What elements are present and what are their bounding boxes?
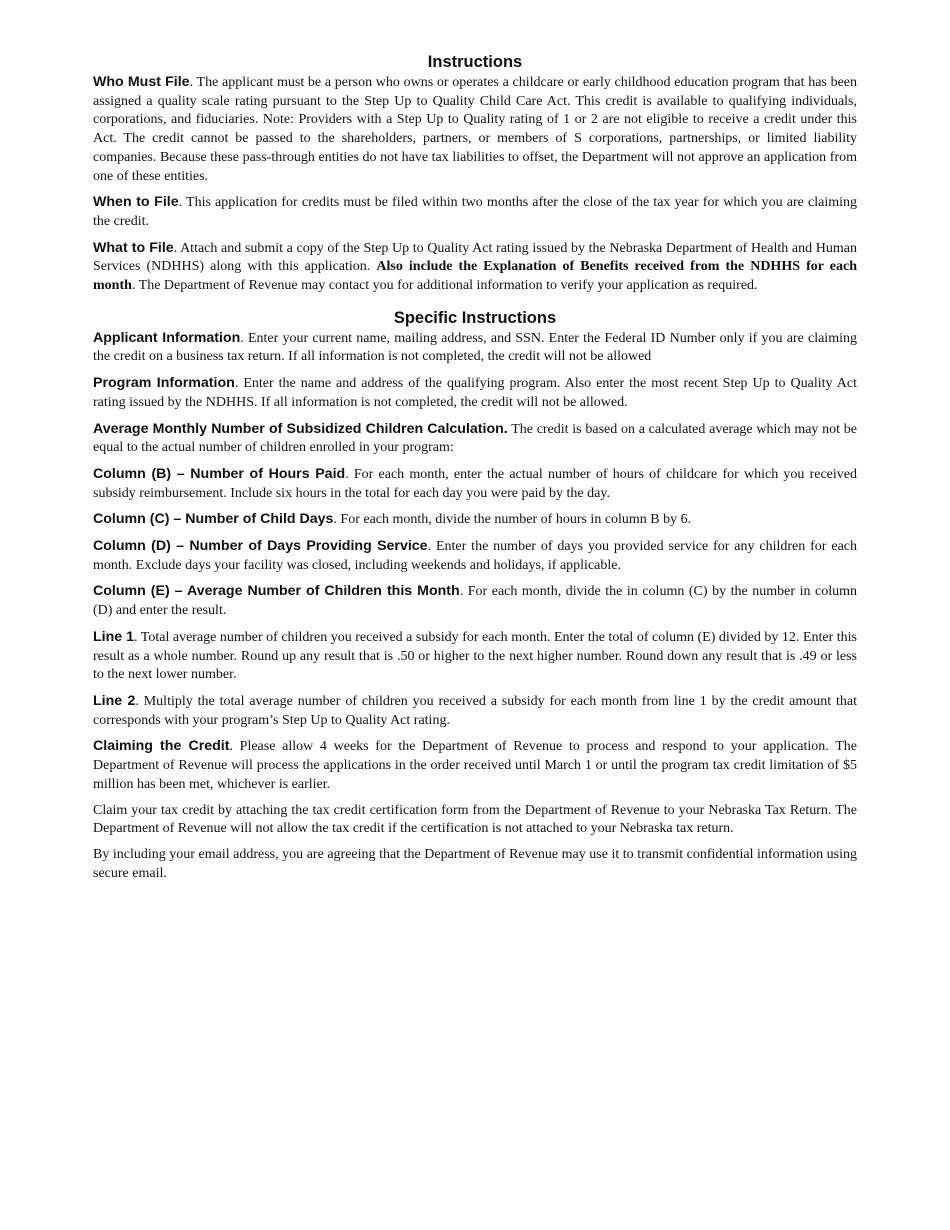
column-b-text: . For each month, enter the actual number of hours of childcare for which you received subsidy reimbursement. Include six hours in the total for each day you were paid by the day. bbox=[93, 466, 857, 501]
column-b-heading: Column (B) – Number of Hours Paid bbox=[93, 465, 346, 482]
claim-tax-credit-paragraph: Claim your tax credit by attaching the tax credit certification form from the Department of Revenue to your Nebraska Tax Return. The Department of Revenue will not allow the tax credit if the certification is not attached to your Nebraska tax return. bbox=[93, 802, 857, 837]
applicant-information-paragraph bbox=[93, 329, 857, 367]
instructions-page bbox=[93, 52, 857, 890]
what-to-file-heading: What to File bbox=[93, 239, 174, 256]
column-c-heading: Column (C) – Number of Child Days bbox=[93, 511, 334, 528]
column-e-heading: Column (E) – Average Number of Children this Month bbox=[93, 583, 460, 600]
applicant-information-text: . Enter your current name, mailing address, and SSN. Enter the Federal ID Number only if you are claiming the credit on a business tax return. If all information is not completed, the credit will not be allowed bbox=[93, 330, 857, 365]
average-calculation-heading: Average Monthly Number of Subsidized Children Calculation. bbox=[93, 420, 508, 437]
line-1-paragraph bbox=[93, 628, 857, 685]
when-to-file-text: . This application for credits must be filed within two months after the close of the tax year for which you are claiming the credit. bbox=[93, 195, 857, 229]
column-b-paragraph bbox=[93, 465, 857, 503]
when-to-file-paragraph bbox=[93, 193, 857, 231]
column-c-text: . For each month, divide the number of hours in column B by 6. bbox=[333, 512, 692, 528]
who-must-file-heading: Who Must File bbox=[93, 74, 190, 90]
column-d-text: . Enter the number of days you provided service for any children for each month. Exclude days your facility was closed, including weekends and holidays, if applicable. bbox=[93, 539, 857, 573]
program-information-paragraph bbox=[93, 374, 857, 412]
who-must-file-paragraph bbox=[93, 73, 857, 186]
what-to-file-text-after: . The Department of Revenue may contact you for additional information to verify your application as required. bbox=[131, 278, 758, 294]
what-to-file-text: . Attach and submit a copy of the Step Up to Quality Act rating issued by the Nebraska Department of Health and Human Services (NDHHS) along with this application. bbox=[93, 240, 857, 275]
line-2-text: . Multiply the total average number of children you received a subsidy for each month from line 1 by the credit amount that corresponds with your program’s Step Up to Quality Act rating. bbox=[93, 693, 857, 728]
line-1-text: . Total average number of children you received a subsidy for each month. Enter the total of column (E) divided by 12. Enter this result as a whole number. Round up any result that is .50 or higher to the next higher number. Round down any result that is .49 or less to the next lower number. bbox=[93, 629, 857, 683]
claiming-credit-paragraph bbox=[93, 737, 857, 794]
who-must-file-text: . The applicant must be a person who owns or operates a childcare or early childhood education program that has been assigned a quality scale rating pursuant to the Step Up to Quality Child Care Act. This credit is available to qualifying individuals, corporations, and fiduciaries. Note: Providers with a Step Up to Quality rating of 1 or 2 are not eligible to receive a credit under this Act. The credit cannot be passed to the shareholders, partners, or members of S corporations, partnerships, or limited liability companies. Because these pass-through entities do not have tax liabilities to offset, the Department will not approve an application from one of these entities. bbox=[93, 75, 857, 184]
what-to-file-bold-text: Also include the Explanation of Benefits received from the NDHHS for each month bbox=[93, 259, 857, 294]
line-2-paragraph bbox=[93, 692, 857, 730]
line-1-heading: Line 1 bbox=[93, 628, 135, 645]
claiming-credit-heading: Claiming the Credit bbox=[93, 738, 230, 755]
page-title: Instructions bbox=[427, 53, 523, 71]
program-information-heading: Program Information bbox=[93, 375, 235, 392]
column-e-text: . For each month, divide the in column (C) by the number in column (D) and enter the result. bbox=[93, 584, 857, 619]
column-c-paragraph bbox=[93, 510, 857, 530]
claiming-credit-text: . Please allow 4 weeks for the Department of Revenue to process and respond to your application. The Department of Revenue will process the applications in the order received until March 1 or until the program tax credit limitation of $5 million has been met, whichever is earlier. bbox=[93, 739, 857, 792]
program-information-text: . Enter the name and address of the qualifying program. Also enter the most recent Step Up to Quality Act rating issued by the NDHHS. If all information is not completed, the credit will not be allowed. bbox=[93, 376, 857, 410]
column-d-paragraph bbox=[93, 537, 857, 575]
column-d-heading: Column (D) – Number of Days Providing Service bbox=[93, 538, 428, 555]
average-calculation-text: The credit is based on a calculated average which may not be equal to the actual number of children enrolled in your program: bbox=[93, 421, 857, 456]
applicant-information-heading: Applicant Information bbox=[93, 329, 241, 346]
average-calculation-paragraph bbox=[93, 420, 857, 458]
line-2-heading: Line 2 bbox=[93, 692, 136, 709]
what-to-file-paragraph bbox=[93, 239, 857, 296]
when-to-file-heading: When to File bbox=[93, 194, 179, 211]
column-e-paragraph bbox=[93, 582, 857, 620]
email-consent-paragraph: By including your email address, you are agreeing that the Department of Revenue may use it to transmit confidential information using secure email. bbox=[93, 846, 857, 881]
specific-instructions-title: Specific Instructions bbox=[393, 308, 557, 327]
